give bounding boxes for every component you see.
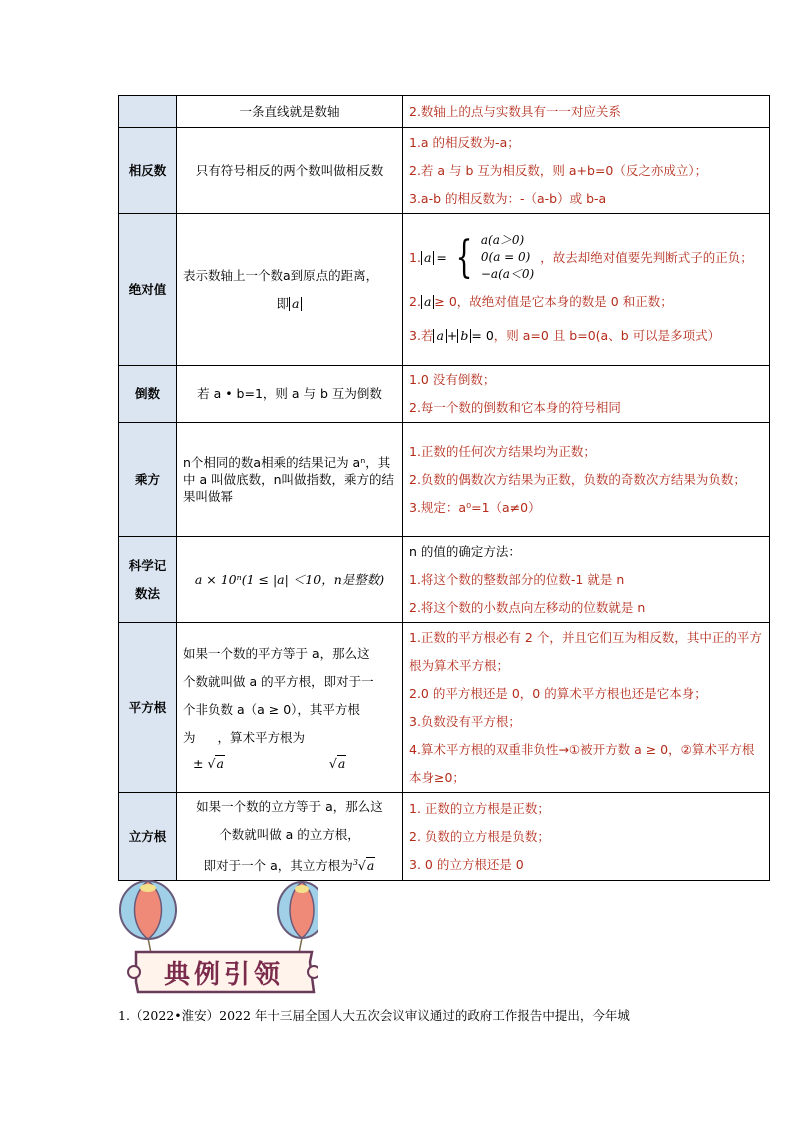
absolute-prop-text: ，故去却绝对值要先判断式子的正负； (540, 249, 753, 265)
prop-index: 1. (409, 249, 421, 265)
row-head-absolute: 绝对值 (119, 214, 177, 366)
sqrt-prop-text: 4.算术平方根的双重非负性 (409, 741, 559, 757)
cbrt-property: 3. 0 的立方根还是 0 (409, 856, 524, 872)
opposite-property: 1.a 的相反数为-a； (409, 134, 520, 150)
row-number-line (119, 96, 770, 128)
banner-scroll (128, 952, 318, 992)
cbrt-property: 2. 负数的立方根是负数； (409, 828, 550, 844)
absolute-properties (403, 214, 770, 366)
opposite-property: 2.若 a 与 b 互为相反数，则 a+b=0（反之亦成立）； (409, 162, 708, 178)
absolute-prop-text: 3.若 (409, 328, 434, 343)
row-power (119, 423, 770, 537)
reciprocal-property: 2.每一个数的倒数和它本身的符号相同 (409, 400, 621, 415)
left-brace-icon: { (455, 231, 473, 283)
abs-value-symbol: a (289, 297, 302, 311)
equals-sign: = (436, 249, 447, 265)
row-head-reciprocal: 倒数 (119, 366, 177, 423)
cbrt-def-text: 即对于一个 a，其立方根为 (203, 858, 353, 874)
row-scientific (119, 537, 770, 623)
cbrt-def-line: 如果一个数的立方等于 a，那么这 (196, 799, 383, 814)
case-line: 0(a = 0) (480, 250, 531, 264)
prop-index: 2. (409, 294, 421, 309)
balloon-left-icon (120, 881, 176, 958)
abs-value-symbol: a (421, 295, 434, 309)
sqrt-def-line: 如果一个数的平方等于 a，那么这 (183, 645, 370, 661)
sqrt-symbols (183, 752, 396, 776)
sqrt-prop-text: ①被开方数 a ≥ 0，②算术平方根本身≥0； (409, 741, 755, 785)
cbrt-def-line: 个数就叫做 a 的立方根， (219, 827, 360, 842)
absolute-property-1 (409, 232, 763, 283)
number-line-property: 2.数轴上的点与实数具有一一对应关系 (403, 96, 770, 128)
problem-1-text: 1.（2022•淮安）2022 年十三届全国人大五次会议审议通过的政府工作报告中提出，今年城 (118, 1008, 630, 1023)
row-head-scientific (119, 537, 177, 623)
opposite-properties (403, 128, 770, 214)
row-head-cbrt: 立方根 (119, 793, 177, 881)
sqrt-properties (403, 623, 770, 793)
absolute-def-text: 即 (276, 295, 290, 311)
abs-value-symbol: a (433, 329, 446, 343)
sqrt-symbol: √a (207, 755, 224, 771)
row-opposite (119, 128, 770, 214)
scientific-property: n 的值的确定方法： (409, 543, 521, 559)
cbrt-symbol: $^3$√a (352, 858, 375, 874)
row-head-power: 乘方 (119, 423, 177, 537)
balloon-right-icon (278, 882, 318, 958)
absolute-def-line: 表示数轴上一个数a到原点的距离， (183, 267, 379, 283)
opposite-property: 3.a-b 的相反数为：-（a-b）或 b-a (409, 190, 607, 206)
scientific-property: 2.将这个数的小数点向左移动的位数就是 n (409, 599, 646, 615)
cbrt-properties (403, 793, 770, 881)
sqrt-def-line: 个数就叫做 a 的平方根，即对于一 (183, 673, 374, 689)
sqrt-property: 2.0 的平方根还是 0，0 的算术平方根也还是它本身； (409, 685, 707, 701)
absolute-def-line (183, 290, 396, 318)
absolute-prop-text: ≥ 0，故绝对值是它本身的数是 0 和正数； (434, 294, 673, 309)
radicand: a (216, 755, 224, 771)
radicand: a (337, 755, 346, 771)
absolute-property-2 (409, 291, 763, 313)
cbrt-property: 1. 正数的立方根是正数； (409, 800, 550, 816)
sqrt-def-text: 为 (183, 729, 196, 745)
power-property: 2.负数的偶数次方结果为正数，负数的奇数次方结果为负数； (409, 471, 746, 487)
abs-value-symbol: a (421, 251, 434, 265)
sqrt-property: 3.负数没有平方根； (409, 713, 521, 729)
power-properties (403, 423, 770, 537)
sqrt-property (409, 736, 763, 792)
plus-minus-sign: ± (193, 755, 204, 771)
row-head-empty (119, 96, 177, 128)
example-banner (118, 880, 318, 998)
absolute-property-3 (409, 325, 763, 347)
row-head-sqrt: 平方根 (119, 623, 177, 793)
sqrt-def-line (183, 724, 396, 752)
number-line-definition: 一条直线就是数轴 (177, 96, 403, 128)
equals-sign: = 0 (471, 328, 494, 343)
scientific-properties (403, 537, 770, 623)
scientific-property: 1.将这个数的整数部分的位数-1 就是 n (409, 571, 625, 587)
cbrt-definition (177, 793, 403, 881)
row-head-opposite: 相反数 (119, 128, 177, 214)
power-property: 1.正数的任何次方结果均为正数； (409, 443, 596, 459)
power-definition: n个相同的数a相乘的结果记为 aⁿ，其中 a 叫做底数，n叫做指数，乘方的结果叫做幂 (177, 423, 403, 537)
sqrt-definition (177, 623, 403, 793)
head-line: 数法 (134, 585, 160, 601)
reciprocal-property: 1.0 没有倒数； (409, 372, 496, 387)
power-property: 3.规定：a⁰=1（a≠0） (409, 499, 541, 515)
case-line: −a(a＜0) (480, 267, 535, 281)
plus-sign: + (446, 328, 458, 343)
row-cbrt (119, 793, 770, 881)
arrow-right-icon: → (558, 741, 569, 757)
piecewise-definition (447, 232, 534, 283)
opposite-definition: 只有符号相反的两个数叫做相反数 (177, 128, 403, 214)
row-reciprocal (119, 366, 770, 423)
head-line: 科学记 (128, 557, 167, 573)
sqrt-property: 1.正数的平方根必有 2 个，并且它们互为相反数，其中正的平方根为算术平方根； (409, 629, 762, 673)
sqrt-def-line: 个非负数 a（a ≥ 0），其平方根 (183, 701, 360, 717)
knowledge-table (118, 95, 770, 881)
root-index: 3 (352, 858, 358, 867)
row-sqrt (119, 623, 770, 793)
arith-sqrt-symbol: √a (328, 755, 346, 771)
reciprocal-definition: 若 a • b=1，则 a 与 b 互为倒数 (177, 366, 403, 423)
abs-value-symbol: b (457, 329, 471, 343)
case-line: a(a＞0) (480, 233, 525, 247)
cbrt-def-line (183, 849, 396, 880)
row-absolute (119, 214, 770, 366)
scientific-notation-formula: a × 10ⁿ(1 ≤ |a| ＜10，n是整数) (177, 537, 403, 623)
absolute-prop-text: ，则 a=0 且 b=0(a、b 可以是多项式） (493, 328, 721, 343)
absolute-definition (177, 214, 403, 366)
reciprocal-properties (403, 366, 770, 423)
sqrt-def-text: ，算术平方根为 (217, 729, 306, 745)
radicand: a (366, 858, 375, 874)
banner-title: 典例引领 (163, 960, 285, 990)
piecewise-cases (481, 232, 534, 283)
